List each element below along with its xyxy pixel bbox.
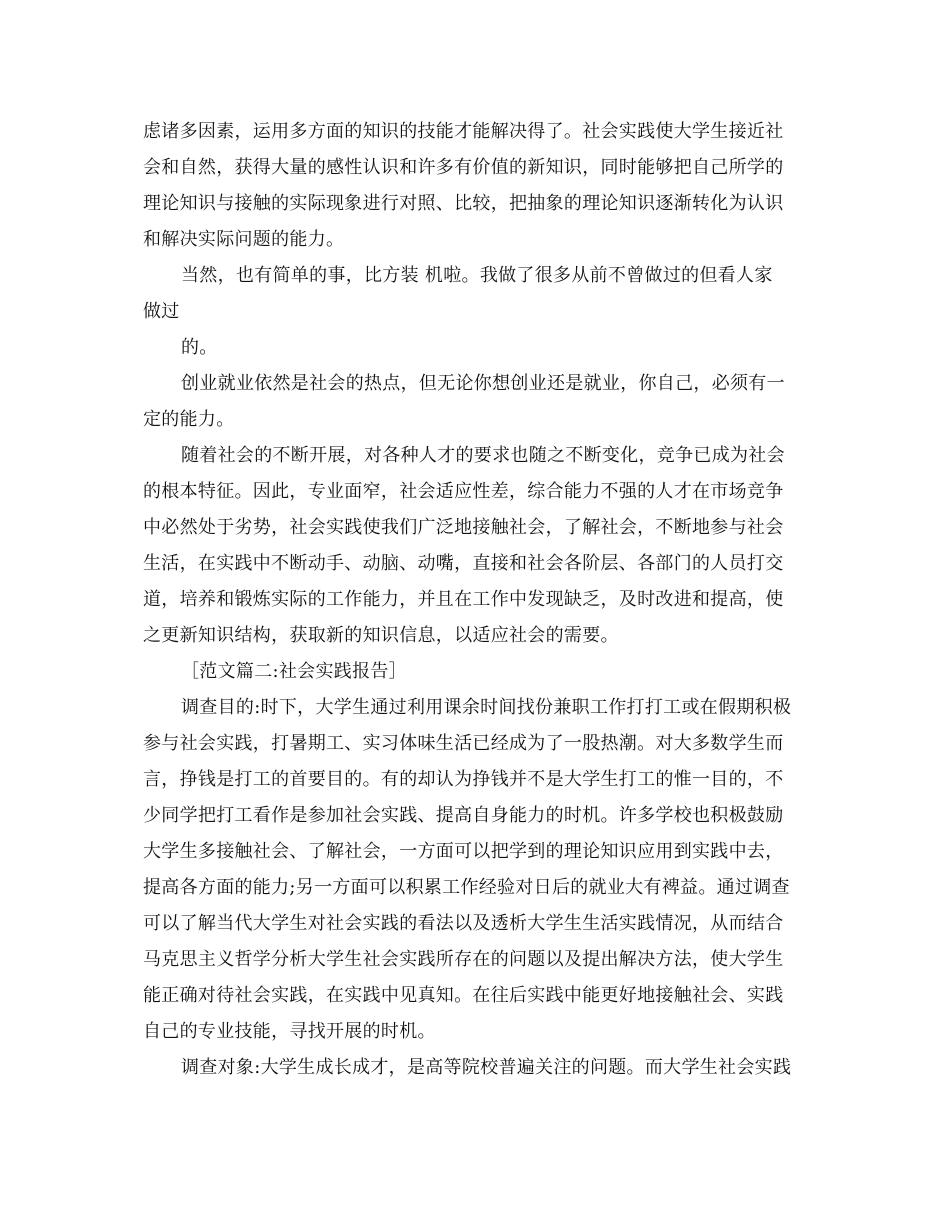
paragraph-line: 调查对象:大学生成长成才，是高等院校普遍关注的问题。而大学生社会实践	[181, 1057, 792, 1078]
paragraph-line: 少同学把打工看作是参加社会实践、提高自身能力的时机。许多学校也积极鼓励	[143, 805, 784, 826]
paragraph-line: 和解决实际问题的能力。	[143, 229, 345, 250]
paragraph-line: 创业就业依然是社会的热点，但无论你想创业还是就业，你自己，必须有一	[181, 373, 785, 394]
paragraph-line: 之更新知识结构，获取新的知识信息，以适应社会的需要。	[143, 625, 619, 646]
paragraph-line: 可以了解当代大学生对社会实践的看法以及透析大学生生活实践情况，从而结合	[143, 913, 784, 934]
paragraph-line: 的。	[181, 337, 218, 358]
paragraph-line: 中必然处于劣势，社会实践使我们广泛地接触社会，了解社会，不断地参与社会	[143, 517, 784, 538]
paragraph-line: 随着社会的不断开展，对各种人才的要求也随之不断变化，竞争已成为社会	[181, 445, 785, 466]
paragraph-line: 道，培养和锻炼实际的工作能力，并且在工作中发现缺乏，及时改进和提高，使	[143, 589, 784, 610]
paragraph-line: 言，挣钱是打工的首要目的。有的却认为挣钱并不是大学生打工的惟一目的，不	[143, 769, 784, 790]
paragraph-line: 会和自然，获得大量的感性认识和许多有价值的新知识，同时能够把自己所学的	[143, 157, 784, 178]
section-heading: ［范文篇二:社会实践报告］	[181, 661, 407, 682]
paragraph-line: 调查目的:时下，大学生通过利用课余时间找份兼职工作打打工或在假期积极	[181, 697, 792, 718]
paragraph-line: 定的能力。	[143, 409, 235, 430]
paragraph-line: 虑诸多因素，运用多方面的知识的技能才能解决得了。社会实践使大学生接近社	[143, 121, 784, 142]
paragraph-line: 大学生多接触社会、了解社会，一方面可以把学到的理论知识应用到实践中去，	[143, 841, 784, 862]
paragraph-line: 理论知识与接触的实际现象进行对照、比较，把抽象的理论知识逐渐转化为认识	[143, 193, 784, 214]
paragraph-line: 当然，也有简单的事，比方装 机啦。我做了很多从前不曾做过的但看人家	[181, 265, 773, 286]
paragraph-line: 提高各方面的能力;另一方面可以积累工作经验对日后的就业大有裨益。通过调查	[143, 877, 790, 898]
paragraph-line: 做过	[143, 301, 180, 322]
paragraph-line: 生活，在实践中不断动手、动脑、动嘴，直接和社会各阶层、各部门的人员打交	[143, 553, 784, 574]
paragraph-line: 参与社会实践，打暑期工、实习体味生活已经成为了一股热潮。对大多数学生而	[143, 733, 784, 754]
paragraph-line: 自己的专业技能，寻找开展的时机。	[143, 1021, 436, 1042]
paragraph-line: 马克思主义哲学分析大学生社会实践所存在的问题以及提出解决方法，使大学生	[143, 949, 784, 970]
paragraph-line: 能正确对待社会实践，在实践中见真知。在往后实践中能更好地接触社会、实践	[143, 985, 784, 1006]
paragraph-line: 的根本特征。因此，专业面窄，社会适应性差，综合能力不强的人才在市场竞争	[143, 481, 784, 502]
